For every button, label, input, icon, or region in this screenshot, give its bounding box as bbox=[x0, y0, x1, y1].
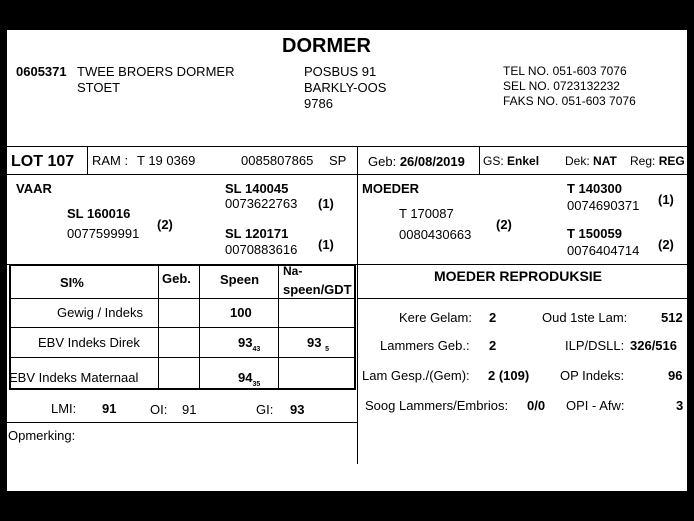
ram-code: SP bbox=[329, 153, 347, 168]
row-ebv-maternal-speen: $94_{35}$ bbox=[238, 370, 261, 388]
sire-dam-number: 0070883616 bbox=[225, 242, 298, 257]
times-lambed-label: Kere Gelam: bbox=[399, 310, 472, 325]
sire-sire-id: SL 140045 bbox=[225, 181, 289, 196]
ram-label: RAM : bbox=[92, 153, 129, 168]
row-ebv-maternal-label: EBV Indeks Maternaal bbox=[9, 370, 139, 385]
lambs-born-label: Lammers Geb.: bbox=[380, 338, 470, 353]
ilp-dsll-label: ILP/DSLL: bbox=[565, 338, 625, 353]
address-line-3: 9786 bbox=[304, 96, 333, 111]
row-ebv-direct-naspeen: 93 $_5$ bbox=[307, 335, 329, 353]
dam-id: T 170087 bbox=[399, 206, 454, 221]
dam-number: 0080430663 bbox=[399, 227, 472, 242]
row-ebv-direct-speen: $93_{43}$ bbox=[238, 335, 261, 353]
gi-value: 93 bbox=[290, 402, 305, 417]
header-speen: Speen bbox=[220, 272, 260, 287]
row-weight-index-speen: 100 bbox=[230, 305, 252, 320]
lmi-value: 91 bbox=[102, 401, 117, 416]
times-lambed-value: 2 bbox=[489, 310, 497, 325]
row-weight-index-label: Gewig / Indeks bbox=[57, 305, 143, 320]
address-line-2: BARKLY-OOS bbox=[304, 80, 387, 95]
sire-dam-tag: (1) bbox=[318, 237, 334, 252]
sire-heading: VAAR bbox=[16, 181, 52, 196]
ram-number: T 19 0369 bbox=[137, 153, 196, 168]
oi-value: 91 bbox=[182, 402, 197, 417]
dam-tag: (2) bbox=[496, 217, 512, 232]
cell-number: SEL NO. 0723132232 bbox=[503, 79, 620, 93]
dam-dam-tag: (2) bbox=[658, 237, 674, 252]
header-si: SI% bbox=[60, 275, 84, 290]
op-index-label: OP Indeks: bbox=[560, 368, 625, 383]
remarks-label: Opmerking: bbox=[8, 428, 76, 443]
sire-sire-tag: (1) bbox=[318, 196, 334, 211]
sire-tag: (2) bbox=[157, 217, 173, 232]
address-line-1: POSBUS 91 bbox=[304, 64, 377, 79]
footer-strip bbox=[0, 493, 694, 521]
mating-type: Dek: NAT bbox=[565, 154, 617, 168]
foster-lambs-label: Soog Lammers/Embrios: bbox=[365, 398, 509, 413]
header-naspeen-2: speen/GDT bbox=[283, 282, 352, 297]
farm-name-line-1: TWEE BROERS DORMER bbox=[77, 64, 235, 79]
age-first-lamb-value: 512 bbox=[661, 310, 683, 325]
farm-name-line-2: STOET bbox=[77, 80, 121, 95]
ilp-dsll-value: 326/516 bbox=[630, 338, 677, 353]
gi-label: GI: bbox=[256, 402, 274, 417]
repro-heading: MOEDER REPRODUKSIE bbox=[434, 268, 603, 284]
op-index-value: 96 bbox=[668, 368, 683, 383]
lambs-weaned-value: 2 (109) bbox=[488, 368, 530, 383]
age-first-lamb-label: Oud 1ste Lam: bbox=[542, 310, 628, 325]
lambs-born-value: 2 bbox=[489, 338, 497, 353]
lot-card bbox=[5, 28, 689, 493]
dam-sire-number: 0074690371 bbox=[567, 198, 640, 213]
dam-dam-number: 0076404714 bbox=[567, 243, 640, 258]
header-naspeen-1: Na- bbox=[283, 264, 303, 278]
ram-id-number: 0085807865 bbox=[241, 153, 314, 168]
divider bbox=[7, 146, 687, 147]
foster-lambs-value: 0/0 bbox=[527, 398, 546, 413]
opi-deviation-value: 3 bbox=[676, 398, 684, 413]
oi-label: OI: bbox=[150, 402, 168, 417]
lmi-label: LMI: bbox=[51, 401, 77, 416]
lambs-weaned-label: Lam Gesp./(Gem): bbox=[362, 368, 470, 383]
sire-dam-id: SL 120171 bbox=[225, 226, 289, 241]
fax-number: FAKS NO. 051-603 7076 bbox=[503, 94, 636, 108]
dam-sire-tag: (1) bbox=[658, 192, 674, 207]
dam-heading: MOEDER bbox=[362, 181, 420, 196]
dam-dam-id: T 150059 bbox=[567, 226, 622, 241]
sire-id: SL 160016 bbox=[67, 206, 131, 221]
sire-number: 0077599991 bbox=[67, 226, 140, 241]
birth-status: GS: Enkel bbox=[483, 154, 540, 168]
birth-date: Geb: 26/08/2019 bbox=[368, 154, 465, 169]
header-geb: Geb. bbox=[162, 271, 191, 286]
tel-number: TEL NO. 051-603 7076 bbox=[503, 64, 627, 78]
lot-number: LOT 107 bbox=[11, 153, 75, 170]
dam-sire-id: T 140300 bbox=[567, 181, 622, 196]
row-ebv-direct-label: EBV Indeks Direk bbox=[38, 335, 140, 350]
registration-status: Reg: REG bbox=[630, 154, 685, 168]
sire-sire-number: 0073622763 bbox=[225, 196, 298, 211]
opi-deviation-label: OPI - Afw: bbox=[566, 398, 625, 413]
farm-code: 0605371 bbox=[16, 64, 67, 79]
breed-title: DORMER bbox=[282, 35, 371, 57]
